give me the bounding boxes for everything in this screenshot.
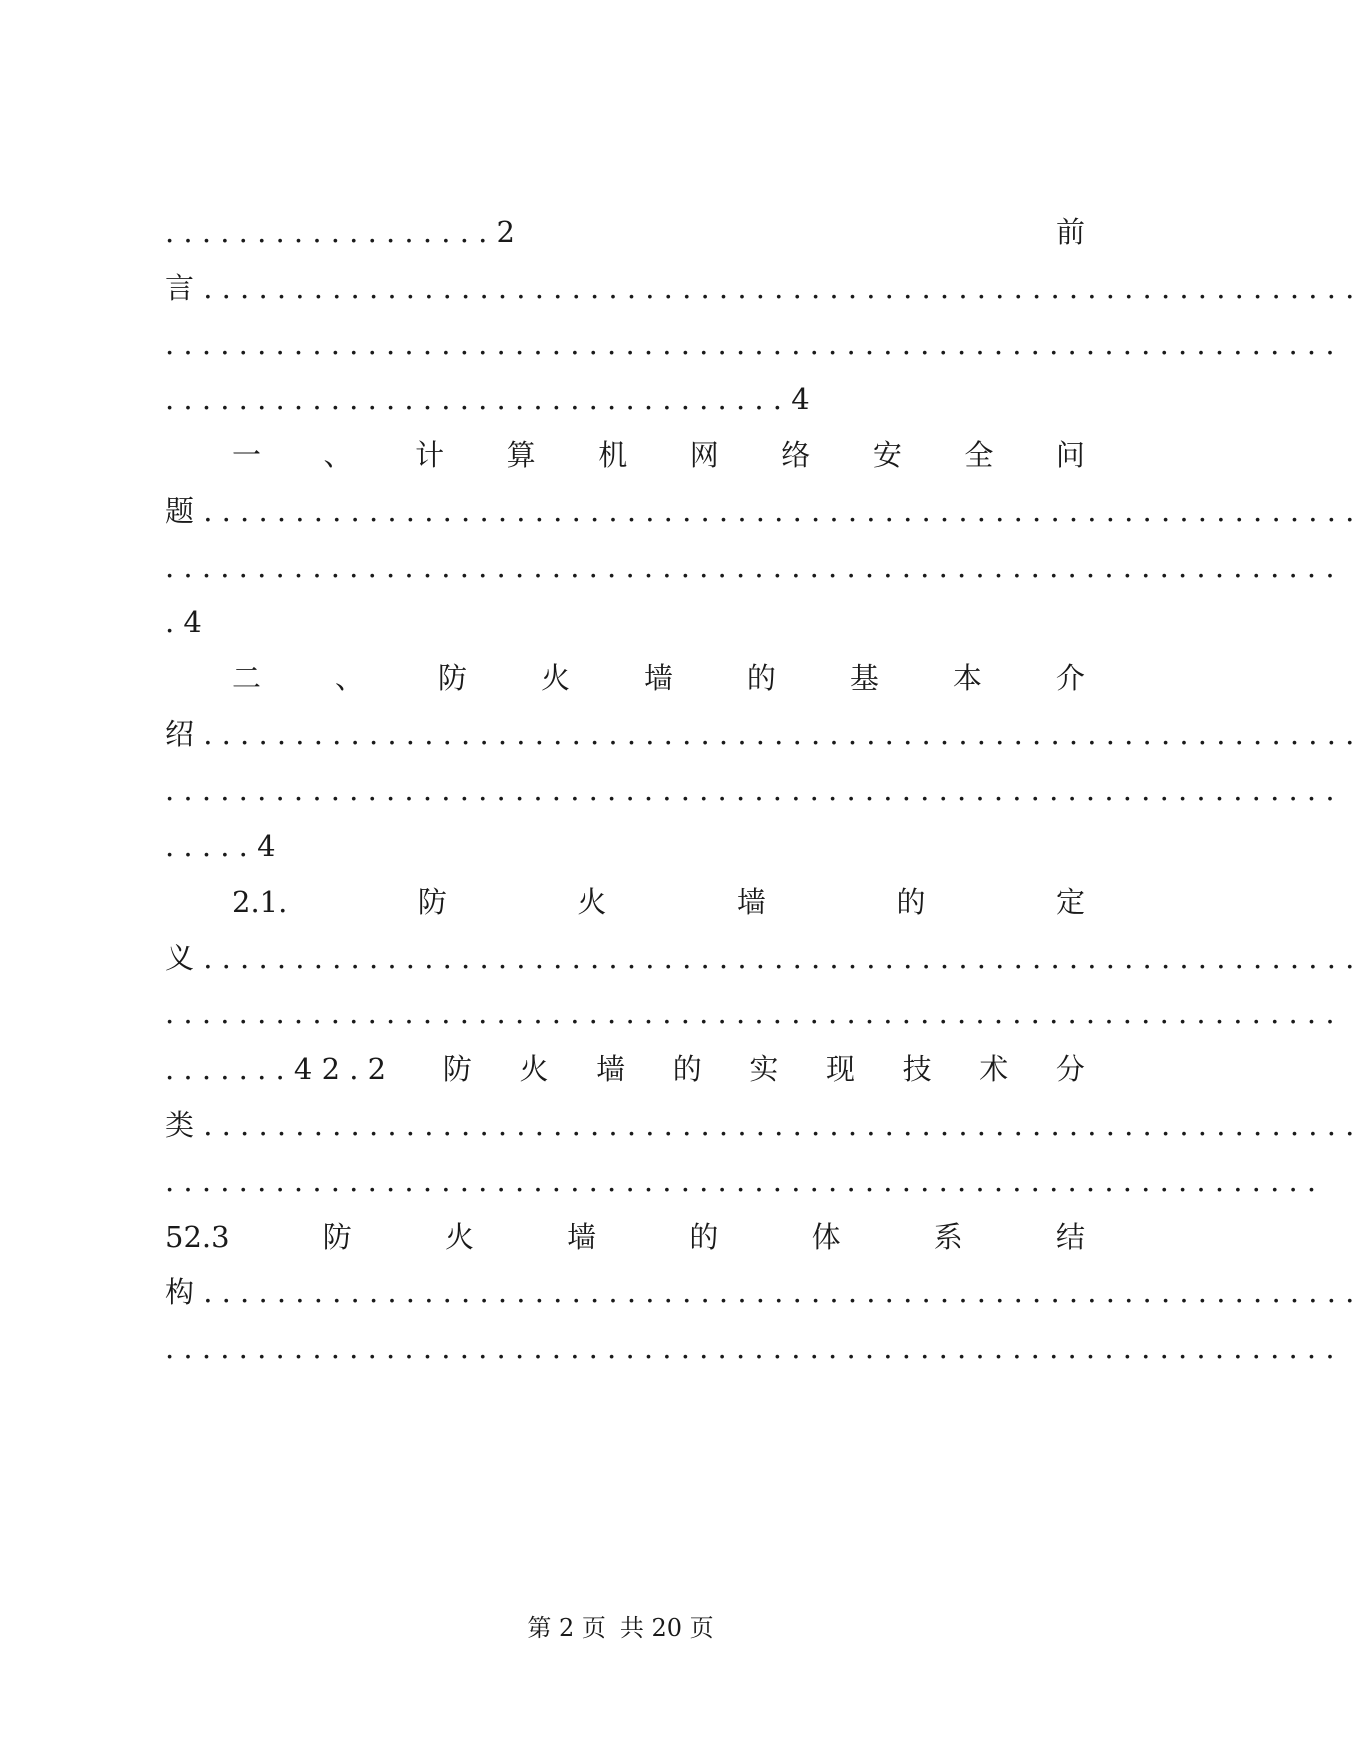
toc-char: 火 <box>519 1052 549 1086</box>
toc-heading-2-3 <box>165 1217 1085 1257</box>
toc-char: 算 <box>506 438 536 472</box>
toc-dots: ..................2 <box>165 215 525 249</box>
toc-char: 介 <box>1055 661 1085 695</box>
toc-line-8: .4 <box>165 605 212 639</box>
toc-char: 二 <box>232 661 262 695</box>
toc-char: 防 <box>322 1220 352 1254</box>
toc-char: 的 <box>672 1052 702 1086</box>
toc-heading-2-2 <box>165 1049 1085 1089</box>
toc-char: 技 <box>902 1052 932 1086</box>
toc-char: 问 <box>1055 438 1085 472</box>
toc-heading-2 <box>232 658 1085 698</box>
page-total: 共 20 页 <box>619 1614 714 1642</box>
toc-char: 结 <box>1055 1220 1085 1254</box>
toc-line-12: .....4 <box>165 829 285 863</box>
toc-line-11: ................................................................ <box>165 773 1344 807</box>
toc-char: 术 <box>979 1052 1009 1086</box>
toc-char: 墙 <box>567 1220 597 1254</box>
toc-char: 墙 <box>643 661 673 695</box>
toc-char: 机 <box>598 438 628 472</box>
toc-char: 实 <box>749 1052 779 1086</box>
page-footer <box>0 1612 1241 1644</box>
toc-line-17: 类............................................................... <box>165 1108 1364 1142</box>
toc-char: 系 <box>933 1220 963 1254</box>
toc-section-number: 2.1. <box>232 885 288 919</box>
toc-char: 现 <box>826 1052 856 1086</box>
toc-line-3: ................................................................ <box>165 327 1344 361</box>
toc-char: 的 <box>746 661 776 695</box>
toc-char: 络 <box>781 438 811 472</box>
toc-char: 防 <box>417 885 447 919</box>
toc-char: 全 <box>964 438 994 472</box>
toc-char: 前 <box>1055 215 1085 249</box>
toc-section-number: .......42.2 <box>165 1052 396 1086</box>
toc-line-4: ..................................4 <box>165 382 819 416</box>
toc-line-18: ............................................................... <box>165 1164 1326 1198</box>
toc-heading-1 <box>232 435 1085 475</box>
toc-line-20: 构............................................................... <box>165 1275 1364 1309</box>
toc-char: 防 <box>437 661 467 695</box>
toc-line-15: ................................................................ <box>165 996 1344 1030</box>
toc-line-10: 绍............................................................... <box>165 717 1364 751</box>
toc-char: 一 <box>232 438 262 472</box>
toc-char: 火 <box>577 885 607 919</box>
toc-char: 墙 <box>596 1052 626 1086</box>
toc-char: 分 <box>1055 1052 1085 1086</box>
toc-char: 防 <box>442 1052 472 1086</box>
toc-line-7: ................................................................ <box>165 550 1344 584</box>
toc-char: 的 <box>896 885 926 919</box>
toc-line-1 <box>165 212 1085 252</box>
toc-line-6: 题............................................................... <box>165 494 1364 528</box>
toc-char: 、 <box>323 438 353 472</box>
toc-section-number: 52.3 <box>165 1220 230 1254</box>
toc-char: 的 <box>689 1220 719 1254</box>
toc-char: 计 <box>415 438 445 472</box>
toc-line-2: 言............................................................... <box>165 271 1364 305</box>
toc-char: 基 <box>849 661 879 695</box>
toc-char: 火 <box>444 1220 474 1254</box>
toc-char: 体 <box>811 1220 841 1254</box>
toc-char: 火 <box>540 661 570 695</box>
toc-char: 墙 <box>736 885 766 919</box>
toc-line-21: ................................................................ <box>165 1331 1344 1365</box>
toc-heading-2-1 <box>232 882 1085 922</box>
page-number: 第 2 页 <box>527 1614 606 1642</box>
toc-char: 定 <box>1055 885 1085 919</box>
toc-char: 安 <box>872 438 902 472</box>
toc-char: 本 <box>952 661 982 695</box>
toc-char: 网 <box>689 438 719 472</box>
toc-line-14: 义............................................................... <box>165 941 1364 975</box>
toc-char: 、 <box>334 661 364 695</box>
